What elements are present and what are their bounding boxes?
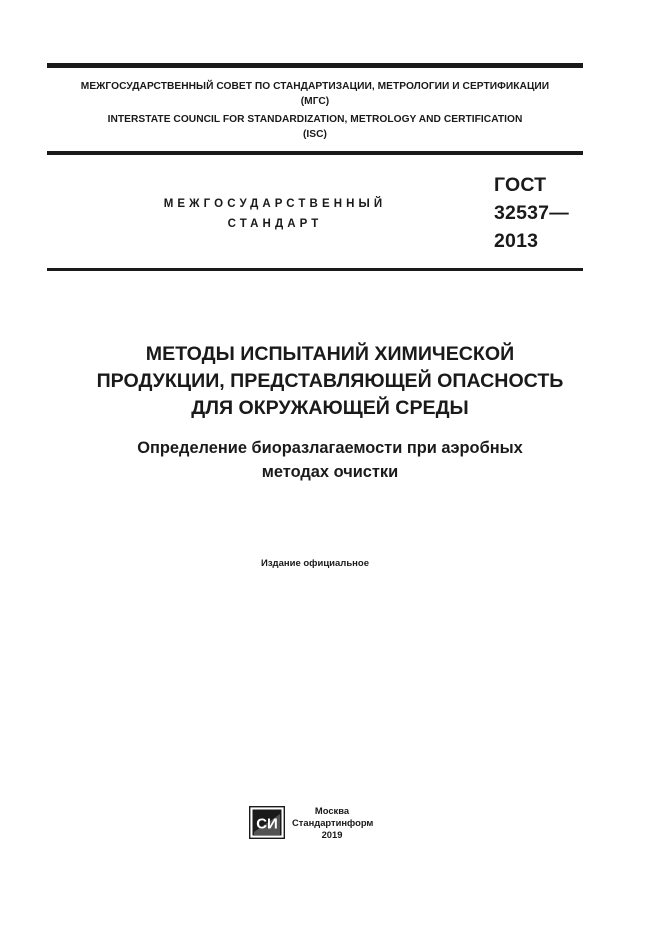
publisher-name: Стандартинформ <box>292 817 374 828</box>
gost-year: 2013 <box>494 230 539 252</box>
document-title-line-1: МЕТОДЫ ИСПЫТАНИЙ ХИМИЧЕСКОЙ <box>145 343 515 365</box>
top-thick-rule <box>47 63 583 68</box>
gost-number: 32537— <box>494 202 569 224</box>
standard-kind-line-2: СТАНДАРТ <box>227 218 323 230</box>
document-title-line-3: ДЛЯ ОКРУЖАЮЩЕЙ СРЕДЫ <box>191 397 469 419</box>
council-name-ru <box>47 79 583 109</box>
document-subtitle-line-1: Определение биоразлагаемости при аэробных <box>137 439 523 457</box>
council-name-en <box>47 112 583 142</box>
council-abbr-en: (ISC) <box>302 129 328 140</box>
edition-note: Издание официальное <box>261 558 369 569</box>
logo-lettering: СИ <box>256 815 278 833</box>
designation-bottom-rule <box>47 268 583 271</box>
gost-label: ГОСТ <box>494 174 547 196</box>
document-subtitle-line-2: методах очистки <box>261 463 399 481</box>
document-title-line-2: ПРОДУКЦИИ, ПРЕДСТАВЛЯЮЩЕЙ ОПАСНОСТЬ <box>96 370 564 392</box>
header-bottom-rule <box>47 151 583 155</box>
council-name-ru-line: МЕЖГОСУДАРСТВЕННЫЙ СОВЕТ ПО СТАНДАРТИЗАЦИИ, МЕТРОЛОГИИ И СЕРТИФИКАЦИИ <box>80 81 550 92</box>
standard-kind-line-1: МЕЖГОСУДАРСТВЕННЫЙ <box>163 198 387 210</box>
publisher-city: Москва <box>314 805 350 816</box>
council-name-en-line: INTERSTATE COUNCIL FOR STANDARDIZATION, METROLOGY AND CERTIFICATION <box>107 114 523 125</box>
publication-year: 2019 <box>321 829 343 840</box>
standartinform-logo-icon <box>249 806 285 839</box>
council-abbr-ru: (МГС) <box>300 96 330 107</box>
